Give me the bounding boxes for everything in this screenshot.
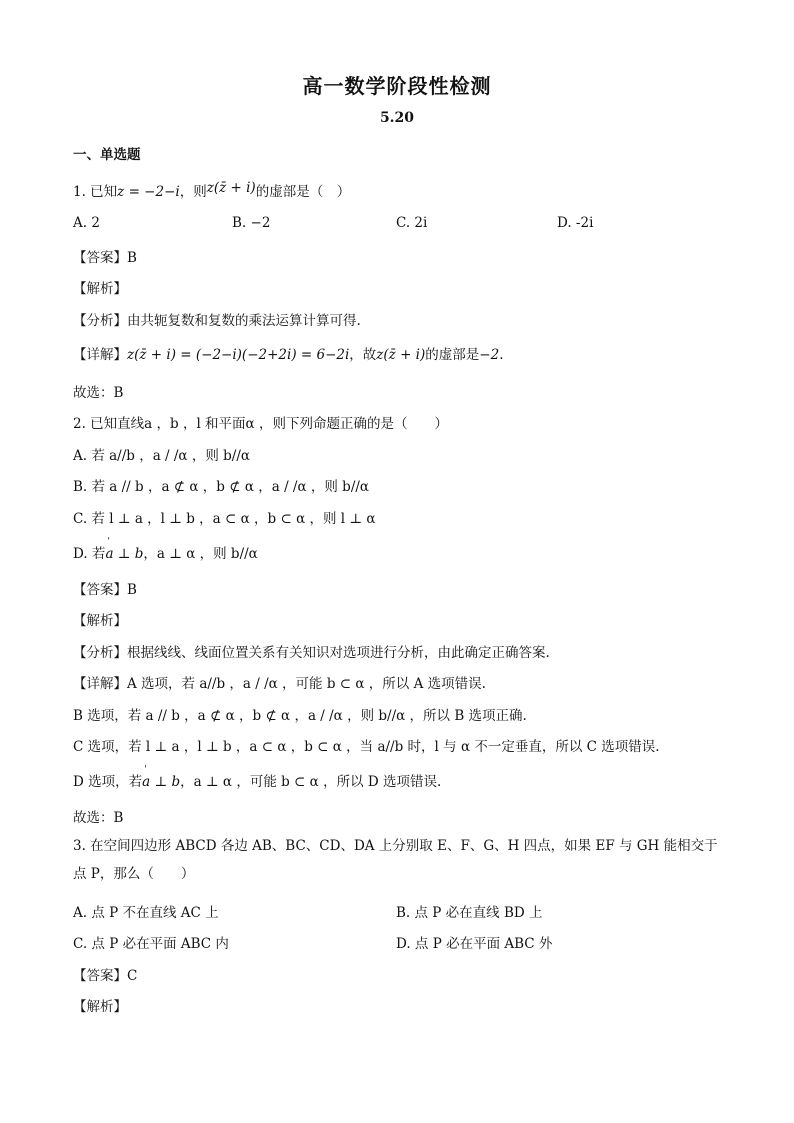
q3-stem: 3. 在空间四边形 ABCD 各边 AB、BC、CD、DA 上分别取 E、F、G、H 四点，如果 EF 与 GH 能相交于点 P，那么（ ） — [73, 838, 718, 882]
page-title: 高一数学阶段性检测 — [302, 74, 492, 98]
q3-option-c: C. 点 P 必在平面 ABC 内 — [73, 936, 229, 952]
q1-xiangjie-a: 【详解】 — [73, 347, 127, 363]
q2-xiangjie-c: C 选项，若 l ⊥ a ，l ⊥ b ，a ⊂ α ，b ⊂ α ，当 a//b 时，l 与 α 不一定垂直，所以 C 选项错误. — [73, 739, 660, 755]
q3-answer: 【答案】C — [73, 968, 138, 984]
q2-option-c: C. 若 l ⊥ a ，l ⊥ b ，a ⊂ α ，b ⊂ α ，则 l ⊥ α — [73, 511, 376, 527]
q1-xiangjie-val: −2 — [479, 347, 500, 363]
q2-answer: 【答案】B — [73, 582, 137, 598]
q1-xiangjie-b: ，故 — [349, 347, 377, 363]
q1-xiangjie-d: . — [499, 347, 504, 363]
section-heading: 一、单选题 — [73, 147, 141, 163]
q2-xiangjie-a: 【详解】A 选项，若 a//b ，a / /α ，可能 b ⊂ α ，所以 A 选项错误. — [73, 676, 486, 692]
q1-option-c: C. 2i — [396, 215, 428, 231]
q2-xiangjie-d-vec: ' a ⊥ b — [142, 774, 180, 790]
q2-option-d — [73, 542, 258, 562]
exam-date: 5.20 — [379, 110, 415, 126]
q1-expr: z(z̄ + i) — [206, 180, 256, 196]
q1-xiangjie — [73, 343, 503, 363]
q3-option-b: B. 点 P 必在直线 BD 上 — [396, 905, 543, 921]
q2-choose: 故选：B — [73, 810, 124, 826]
q2-option-d-a: D. 若 — [73, 546, 106, 562]
q1-stem — [73, 180, 350, 200]
q2-xiangjie-d-a: D 选项，若 — [73, 774, 143, 790]
q2-xiangjie-b: B 选项，若 a // b ，a ⊄ α ，b ⊄ α ，a / /α ，则 b//α ，所以 B 选项正确. — [73, 708, 527, 724]
q3-analysis-heading: 【解析】 — [73, 999, 127, 1015]
q2-fenxi: 【分析】根据线线、线面位置关系有关知识对选项进行分析，由此确定正确答案. — [73, 645, 550, 661]
q1-answer: 【答案】B — [73, 250, 137, 266]
q1-stem-b: ，则 — [179, 184, 207, 200]
q2-xiangjie-d-b: ，a ⊥ α ，可能 b ⊂ α ，所以 D 选项错误. — [180, 774, 442, 790]
q1-xiangjie-c: 的虚部是 — [425, 347, 480, 363]
q1-option-d: D. -2i — [557, 215, 594, 231]
q1-stem-a: 1. 已知 — [73, 184, 118, 200]
q2-option-a: A. 若 a//b ，a / /α ，则 b//α — [73, 448, 250, 464]
q1-xiangjie-expr2: z(z̄ + i) — [376, 347, 426, 363]
q2-analysis-heading: 【解析】 — [73, 613, 127, 629]
q2-stem: 2. 已知直线a ，b ，l 和平面α ，则下列命题正确的是（ ） — [73, 416, 448, 432]
q1-option-b: B. −2 — [232, 215, 271, 231]
q2-option-b: B. 若 a // b ，a ⊄ α ，b ⊄ α ，a / /α ，则 b//α — [73, 479, 370, 495]
q1-given: z = −2−i — [117, 184, 180, 200]
q1-fenxi: 【分析】由共轭复数和复数的乘法运算计算可得. — [73, 313, 361, 329]
q1-stem-c: 的虚部是（ ） — [255, 184, 351, 200]
q2-option-d-b: ，a ⊥ α ，则 b//α — [143, 546, 258, 562]
q2-xiangjie-d — [73, 770, 441, 790]
q3-option-d: D. 点 P 必在平面 ABC 外 — [396, 936, 553, 952]
q1-option-a: A. 2 — [73, 215, 100, 231]
q1-xiangjie-expr: z(z̄ + i) = (−2−i)(−2+2i) = 6−2i — [127, 347, 350, 363]
q1-choose: 故选：B — [73, 385, 124, 401]
q2-option-d-vec: ' a ⊥ b — [105, 546, 143, 562]
q3-option-a: A. 点 P 不在直线 AC 上 — [73, 905, 219, 921]
q1-analysis-heading: 【解析】 — [73, 281, 127, 297]
